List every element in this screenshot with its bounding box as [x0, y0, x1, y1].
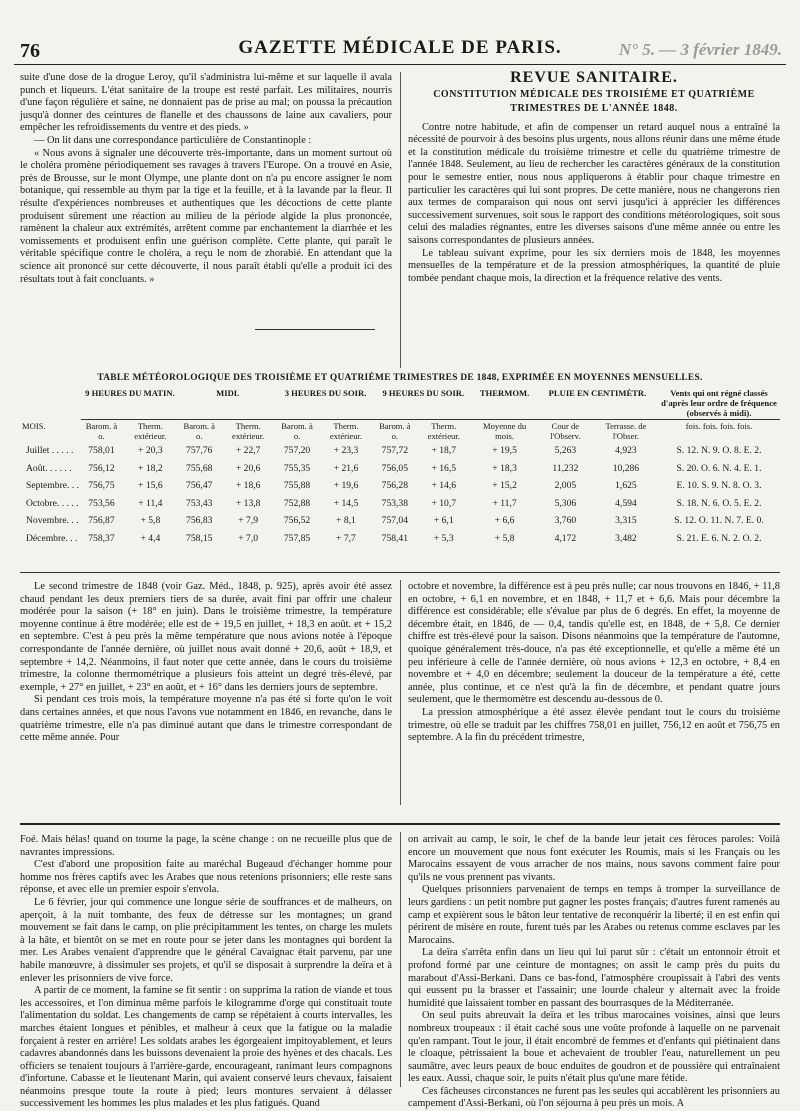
- table-cell: 757,04: [381, 515, 409, 526]
- table-row: [20, 442, 780, 460]
- column-header: MOIS.: [22, 420, 46, 431]
- meteo-table-section: [20, 373, 780, 547]
- table-cell: + 19,5: [492, 445, 517, 456]
- table-cell: + 6,1: [433, 515, 454, 526]
- table-cell: 756,28: [381, 480, 409, 491]
- column-header: Barom. à o.: [183, 421, 215, 441]
- table-cell: + 14,5: [333, 497, 359, 509]
- table-cell: + 21,6: [333, 462, 359, 474]
- table-bottom-rule: [20, 572, 780, 573]
- table-cell: 757,85: [283, 532, 311, 544]
- column-header: Therm. extérieur.: [427, 421, 460, 441]
- table-cell: + 20,3: [138, 445, 163, 456]
- section-title: REVUE SANITAIRE.: [510, 69, 678, 86]
- table-cell: S. 12. N. 9. O. 8. E. 2.: [676, 445, 762, 456]
- feuilleton-rule: [20, 823, 780, 825]
- table-cell: + 15,2: [492, 480, 517, 491]
- table-cell: + 8,1: [336, 515, 356, 526]
- column-divider: [400, 72, 401, 368]
- table-cell: 758,01: [88, 445, 115, 456]
- table-cell: 753,56: [88, 497, 115, 509]
- paragraph: Quelques prisonniers parvenaient de temps en temps à tromper la surveillance de leurs gardiens : un petit nombre put gagner les postes français; d'autres furent ramenés au camp et expièrent sous le bâton leur tentative de reconquérir la liberté; il en est enfin qui périrent de misère en route, furent tués par les Arabes ou retenus comme esclaves par les Marocains.: [408, 884, 780, 946]
- group-header: Vents qui ont régné classés d'après leur ordre de fréquence (observés à midi).: [658, 387, 780, 420]
- column-header: Cour de l'Observ.: [550, 421, 581, 441]
- column-bottom-right: [408, 834, 780, 1111]
- month-cell: Novembre. . .: [26, 515, 79, 526]
- table-cell: + 18,6: [235, 480, 261, 491]
- column-bottom-left: [20, 834, 392, 1111]
- table-cell: + 7,7: [336, 532, 356, 544]
- table-cell: + 14,6: [431, 480, 457, 491]
- month-cell: Octobre. . . . .: [26, 497, 79, 509]
- paragraph: La pression atmosphérique a été assez élevée pendant tout le cours du troisième trimestre, où elle se traduit par les chiffres 758,01 en juillet, 756,12 en août et 756,75 en septembre. A la fin du précédent trimestre,: [408, 706, 780, 744]
- group-header: THERMOM.: [472, 387, 537, 420]
- table-cell: + 10,7: [431, 497, 457, 509]
- table-cell: + 6,6: [494, 515, 515, 526]
- column-header: Therm. extérieur.: [232, 421, 265, 441]
- table-cell: 3,760: [554, 515, 577, 526]
- paragraph: A partir de ce moment, la famine se fit sentir : on supprima la ration de viande et tous les accessoires, et l'on diminua même parfois le kilogramme d'orge qui constituait toute l'alimentation du soldat. Les changements de camp se répétaient à courts intervalles, les marches étaient longues et pénibles, et malheur à ceux que la fatigue ou la maladie forçaient à rester en arrière! Les soldats arabes les égorgeaient impitoyablement, et leurs cadavres abandonnés dans les buissons devenaient la proie des hyènes et des chacals. Les officiers se tenaient toujours à l'arrière-garde, encourageant, ranimant leurs compagnons d'infortune. Cabasse et le lieutenant Marin, qui avaient conservé leurs chevaux, faisaient néanmoins presque toute la route à pied; leurs montures servaient à délasser successivement les hommes les plus malades et les plus fatigués. Quand: [20, 985, 392, 1110]
- table-cell: + 5,8: [494, 532, 515, 544]
- table-cell: + 20,6: [235, 462, 261, 474]
- section-subtitle: CONSTITUTION MÉDICALE DES TROISIÈME ET QUATRIÈME TRIMESTRES DE L'ANNÉE 1848.: [433, 88, 755, 114]
- paragraph: « Nous avons à signaler une découverte très-importante, dans un moment surtout où le choléra promène périodiquement ses ravages à travers l'Europe. On a trouvé en Asie, près de Brousse, sur le mont Olympe, une plante dont on n'a pu encore assigner le nom botanique, qui ressemble au thym par la tige et la feuille, et à la lavande par la fleur. Il résulte d'expériences nombreuses et authentiques que les décoctions de cette plante produisent sûrement une réaction au milieu de la période algide la plus prononcée, ramènent la chaleur aux extrémités, arrêtent comme par enchantement la diarrhée et les vomissements et produisent enfin une guérison complète. Cette plante, qui paraît le véritable spécifique contre le choléra, a reçu le nom de zhorabié. En attendant que la science ait prononcé sur cette découverte, il nous paraît établi qu'elle a produit ici des résultats tout à fait concluants. »: [20, 147, 392, 285]
- table-cell: + 15,6: [138, 480, 163, 491]
- table-cell: 753,43: [186, 497, 213, 509]
- table-cell: + 19,6: [333, 480, 359, 491]
- table-cell: S. 18. N. 6. O. 5. E. 2.: [676, 497, 762, 509]
- column-header: Therm. extérieur.: [329, 421, 363, 441]
- table-cell: 755,35: [283, 462, 311, 474]
- table-cell: 758,41: [381, 532, 409, 544]
- table-cell: 4,172: [554, 532, 577, 544]
- table-cell: S. 12. O. 11. N. 7. E. 0.: [674, 515, 764, 526]
- column-mid-left: [20, 581, 392, 745]
- table-row: [20, 495, 780, 513]
- paragraph: Foé. Mais hélas! quand on tourne la page, la scène change : on ne recueille plus que de navrantes impressions.: [20, 834, 392, 858]
- column-left-top: [20, 72, 392, 286]
- table-cell: 11,232: [552, 462, 579, 474]
- table-cell: 756,05: [381, 462, 409, 474]
- table-cell: + 11,4: [138, 497, 163, 509]
- table-cell: + 13,8: [235, 497, 261, 509]
- paragraph: On seul puits abreuvait la deïra et les tribus marocaines voisines, ainsi que leurs nombreux troupeaux : il était caché sous une voûte profonde à laquelle on ne parvenait qu'en rampant. Tout le jour, il était encombré de femmes et d'enfants qui piétinaient dans le cloaque, pétrissaient la boue et achevaient de troubler l'eau, naturellement un peu saumâtre, avec leurs peaux de bouc enduites de goudron et de poussière qui entraînaient les eaux. Aussi, chaque soir, le puits n'était plus qu'une mare fétide.: [408, 1010, 780, 1085]
- table-cell: 2,005: [554, 480, 577, 491]
- table-title: TABLE MÉTÉOROLOGIQUE DES TROISIÈME ET QUATRIÈME TRIMESTRES DE 1848, EXPRIMÉE EN MOYENNES MENSUELLES.: [97, 373, 703, 383]
- section-rule: [255, 329, 375, 330]
- paragraph: — On lit dans une correspondance particulière de Constantinople :: [34, 134, 312, 146]
- table-cell: + 11,7: [492, 497, 517, 509]
- table-cell: 757,76: [186, 445, 213, 456]
- group-header: MIDI.: [179, 387, 277, 420]
- table-cell: 753,38: [381, 497, 409, 509]
- paragraph: Le second trimestre de 1848 (voir Gaz. Méd., 1848, p. 925), après avoir été assez chaud pendant les deux premiers tiers de sa durée, avait fini par offrir une chaleur modérée pour la saison (+ 18° en juin). Dans le troisième trimestre, la température moyenne continue à être modérée; elle est de + 19,5 en juillet, + 18,3 en août. et + 15,2 en septembre. C'est à peu près la même température que nous avions notée à l'époque correspondante de l'année dernière, où juillet nous avait donné + 20,6, août + 18,9, et septembre + 14,2. Néanmoins, il faut noter que cette année, dans le cours du troisième trimestre, la colonne thermométrique a plusieurs fois atteint un degré très-élevé, par exemple, + 27° en juillet, + 23° en août, et + 16° dans les derniers jours de septembre.: [20, 581, 392, 693]
- group-header: 9 HEURES DU MATIN.: [81, 387, 179, 420]
- table-cell: 756,83: [186, 515, 213, 526]
- table-row: [20, 530, 780, 548]
- table-cell: 756,87: [88, 515, 115, 526]
- table-cell: + 5,8: [140, 515, 161, 526]
- table-cell: + 23,3: [333, 445, 359, 456]
- table-cell: E. 10. S. 9. N. 8. O. 3.: [676, 480, 762, 491]
- column-header: Terrasse. de l'Obser.: [605, 421, 647, 441]
- table-cell: + 18,2: [138, 462, 163, 474]
- table-cell: 756,12: [88, 462, 115, 474]
- column-divider: [400, 832, 401, 1087]
- column-header: fois. fois. fois. fois.: [685, 421, 753, 431]
- paragraph: Le tableau suivant exprime, pour les six derniers mois de 1848, les moyennes mensuelles de la température et de la pression atmosphériques, la quantité de pluie tombée pendant chaque mois, la direction et la fréquence relative des vents.: [408, 247, 780, 284]
- table-cell: + 7,0: [238, 532, 259, 544]
- table-row: [20, 477, 780, 495]
- meteo-table: [20, 387, 780, 547]
- table-cell: 3,482: [615, 532, 637, 544]
- table-cell: 1,625: [615, 480, 637, 491]
- month-cell: Décembre. . .: [26, 532, 78, 544]
- journal-title: GAZETTE MÉDICALE DE PARIS.: [238, 37, 562, 58]
- table-row: [20, 512, 780, 530]
- table-cell: 758,37: [88, 532, 115, 544]
- month-cell: Septembre. . .: [26, 480, 80, 491]
- column-right-top: [408, 69, 780, 285]
- paragraph: Si pendant ces trois mois, la température moyenne n'a pas été si forte qu'on le voit dans certaines années, et que nous l'avons vue notamment en 1846, en revanche, dans le quatrième trimestre, elle n'a pas diminué autant que dans le trimestre correspondant de cette même année. Pour: [20, 694, 392, 744]
- column-header: Barom. à o.: [281, 421, 313, 441]
- month-cell: Août. . . . . .: [26, 462, 72, 474]
- table-cell: + 4,4: [140, 532, 161, 544]
- group-header: 3 HEURES DU SOIR.: [277, 387, 375, 420]
- table-cell: 4,923: [615, 445, 637, 456]
- column-divider: [400, 580, 401, 805]
- table-cell: + 18,7: [431, 445, 457, 456]
- table-cell: + 5,3: [433, 532, 454, 544]
- month-cell: Juillet . . . . .: [26, 445, 74, 456]
- table-cell: 756,52: [283, 515, 311, 526]
- paragraph: on arrivait au camp, le soir, le chef de la bande leur jetait ces féroces paroles: Voilà encore un mouvement que nous font exécuter les Roumis, mais si les Français ou les Marocains essayent de vous arracher de nos mains, nous savons comment faire pour qu'ils ne vous prennent pas vivants.: [408, 834, 780, 883]
- table-cell: 5,263: [554, 445, 577, 456]
- table-cell: 757,20: [283, 445, 311, 456]
- column-mid-right: [408, 581, 780, 745]
- table-cell: 757,72: [381, 445, 409, 456]
- table-cell: 756,47: [186, 480, 213, 491]
- table-cell: 756,75: [88, 480, 115, 491]
- table-cell: 758,15: [186, 532, 213, 544]
- paragraph: Ces fâcheuses circonstances ne furent pas les seules qui accablèrent les prisonniers au campement d'Assi-Berkani, où l'on séjourna à peu près un mois. A: [408, 1085, 780, 1110]
- table-cell: + 22,7: [235, 445, 261, 456]
- column-header: Moyenne du mois.: [482, 421, 527, 441]
- table-cell: S. 20. O. 6. N. 4. E. 1.: [676, 462, 762, 474]
- table-cell: 4,594: [615, 497, 637, 509]
- table-cell: S. 21. E. 6. N. 2. O. 2.: [676, 532, 762, 544]
- group-header: PLUIE EN CENTIMÈTR.: [537, 387, 658, 420]
- paragraph: suite d'une dose de la drogue Leroy, qu'il s'administra lui-même et sur laquelle il avala punch et liqueurs. L'état sanitaire de la troupe est resté parfait. Les militaires, nourris d'une façon régulière et saine, ne donnaient pas de prise au mal; on poussa la précaution jusqu'à donner des ceintures de flanelle et des chaussons de laine aux cavaliers, pour empêcher les refroidissements du ventre et des pieds. »: [20, 72, 392, 134]
- column-header: Therm. extérieur.: [134, 421, 167, 441]
- column-header: Barom. à o.: [379, 421, 411, 441]
- page-number: 76: [20, 40, 40, 62]
- table-cell: 3,315: [615, 515, 637, 526]
- table-cell: 752,88: [283, 497, 311, 509]
- paragraph: C'est d'abord une proposition faite au maréchal Bugeaud d'échanger homme pour homme nos frères captifs avec les Arabes que nous retenions prisonniers; elle reste sans réponse, et avec elle un premier espoir s'envola.: [20, 859, 392, 896]
- paragraph: Contre notre habitude, et afin de compenser un retard auquel nous a entraîné la nécessité de pourvoir à des besoins plus urgents, nous allons réunir dans une même étude et la constitution médicale du troisième trimestre et celle du quatrième trimestre de l'année 1848. Seulement, au lieu de rechercher les caractères généraux de la constitution pour le semestre entier, nous nous appliquerons à établir pour chaque trimestre en particulier les caractères qui lui sont propres. De cette manière, nous ne changerons rien aux termes de comparaison qui nous ont servi jusqu'ici à apprécier les différences successivement survenues, soit sous le rapport des conditions météorologiques, soit sous celui des maladies régnantes, entre les diverses saisons d'une même année ou entre les saisons correspondantes de plusieurs années.: [408, 121, 780, 246]
- table-row: [20, 460, 780, 478]
- paragraph: Le 6 février, jour qui commence une longue série de souffrances et de malheurs, on aperçoit, à la nuit tombante, des feux de détresse sur les montagnes; un grand mouvement se fait dans le camp, on plie précipitamment les tentes, on charge les mulets à la hâte, et bientôt on se met en route pour se jeter dans les montagnes qui bordent la mer. Les Arabes venaient d'apprendre que le général Cavaignac était parvenu, par une habile manœuvre, à dissimuler ses projets, et qu'il se disposait à surprendre la deïra et à enlever les prisonniers de vive force.: [20, 896, 392, 984]
- issue-number: N° 5. — 3 février 1849.: [618, 40, 782, 59]
- column-header: Barom. à o.: [85, 421, 118, 441]
- paragraph: La deïra s'arrêta enfin dans un lieu qui lui parut sûr : c'était un entonnoir étroit et profond formé par une ceinture de montagnes; on assit le camp près du puits du marabout d'Assi-Berkani. Dans ce bas-fond, l'atmosphère croupissait à l'abri des vents qui eussent pu la brasser et l'assainir; une lourde chaleur y alternait avec la froide humidité que laissaient tomber en passant des bourrasques de la Méditerranée.: [408, 947, 780, 1009]
- table-cell: 5,306: [554, 497, 577, 509]
- table-cell: 755,88: [283, 480, 311, 491]
- table-cell: 10,286: [612, 462, 640, 474]
- page-header: [14, 34, 786, 65]
- table-cell: + 16,5: [431, 462, 457, 474]
- table-cell: + 18,3: [492, 462, 517, 474]
- table-cell: 755,68: [186, 462, 213, 474]
- group-header: 9 HEURES DU SOIR.: [374, 387, 472, 420]
- table-cell: + 7,9: [238, 515, 259, 526]
- paragraph: octobre et novembre, la différence est à peu près nulle; car nous trouvons en 1846, + 11,8 en octobre, + 6,1 en novembre, et en 1848, + 11,7 et + 6,6. Mais pour décembre la différence est considérable; elle s'évalue par plus de 6 degrés. En effet, la moyenne de décembre était, en 1846, de — 0,4, tandis qu'elle est, en 1848, de + 5,8. Ce dernier chiffre est très-élevé pour la saison. Disons néanmoins que la température de l'automne, quoique généralement très-douce, n'a pas été exceptionnelle, et qu'elle a même été un peu inférieure à celle de l'année dernière, où nous avions + 12,3 en octobre, + 8,4 en novembre et + 4,0 en décembre; seulement la douceur de la température a été, cette année, plus continue, et ce n'est qu'à la fin de décembre, et pendant quatre jours seulement, que le thermomètre est descendu au-dessous de 0.: [408, 581, 780, 706]
